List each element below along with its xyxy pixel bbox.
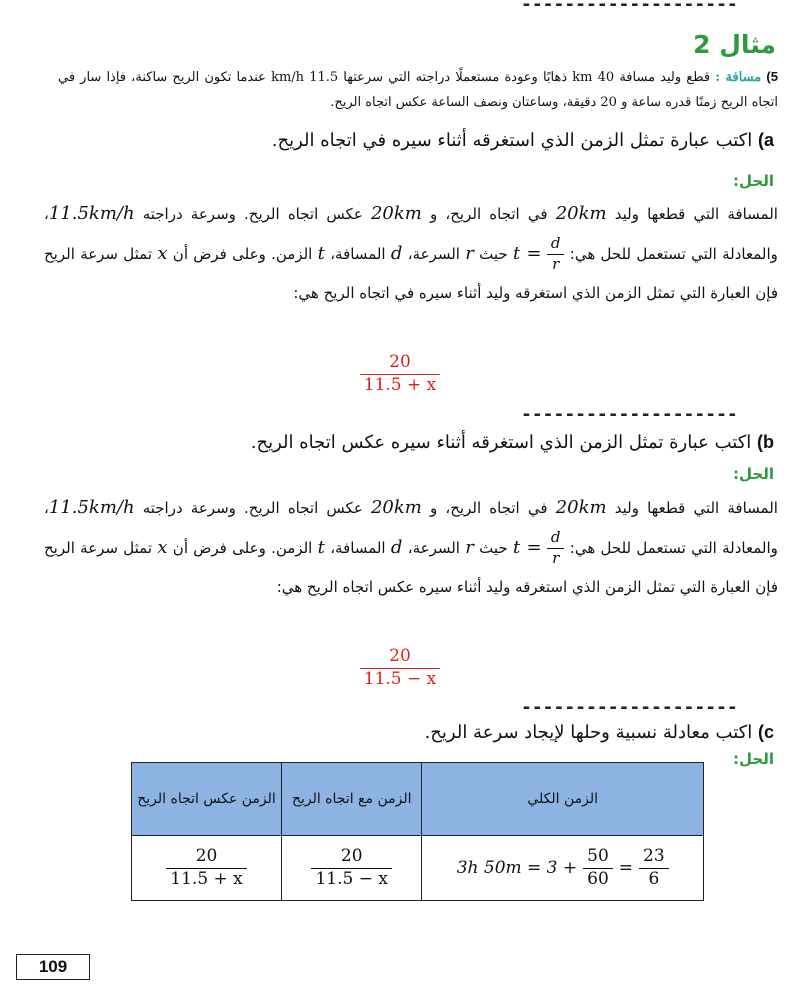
example-title: مثال 2 <box>693 30 776 59</box>
var-x: x <box>157 243 168 264</box>
total-fraction-2 <box>639 845 669 889</box>
header-with-wind: الزمن مع اتجاه الريح <box>282 763 422 836</box>
para-a-text-4: ، والمعادلة التي تستعمل للحل هي: <box>44 205 778 263</box>
var-t-b: t <box>317 537 325 558</box>
answer-a-fraction <box>360 354 441 395</box>
answer-b-den: 11.5 − x <box>363 668 437 689</box>
total-equals: = <box>618 858 634 878</box>
with-num: 20 <box>340 845 363 866</box>
answer-a-num: 20 <box>389 352 411 372</box>
var-t: t <box>317 243 325 264</box>
solution-label-c: الحل: <box>733 750 774 768</box>
total-f2-num: 23 <box>643 845 665 866</box>
against-den: 11.5 + x <box>170 868 243 889</box>
formula-a-den: r <box>552 255 560 273</box>
question-b-text: اكتب عبارة تمثل الزمن الذي استغرقه أثناء سيره عكس اتجاه الريح. <box>250 432 752 453</box>
para-a-text-5: حيث <box>479 245 508 263</box>
with-wind-fraction <box>311 845 392 889</box>
header-against-wind: الزمن عكس اتجاه الريح <box>132 763 282 836</box>
para-b-text-4: ، والمعادلة التي تستعمل للحل هي: <box>44 499 778 557</box>
table-row <box>132 836 704 901</box>
total-fraction-1 <box>583 845 613 889</box>
formula-b <box>513 528 564 567</box>
total-lhs: 3h 50m = 3 + <box>456 858 578 878</box>
para-b-text-1: المسافة التي قطعها وليد <box>614 499 778 517</box>
para-b-text-7: المسافة، <box>330 539 386 557</box>
answer-b-fraction <box>360 648 441 689</box>
answer-b-num: 20 <box>389 646 411 666</box>
cell-against-wind <box>132 836 282 901</box>
distance-with-wind-b: 20km <box>555 497 607 518</box>
var-r: r <box>465 243 474 264</box>
total-f2-den: 6 <box>648 868 660 889</box>
page-number: 109 <box>16 954 90 980</box>
para-a-text-8: الزمن. وعلى فرض أن <box>172 245 313 263</box>
var-d-b: d <box>390 537 403 558</box>
para-a-text-3: عكس اتجاه الريح. وسرعة دراجته <box>142 205 363 223</box>
against-wind-fraction <box>166 845 247 889</box>
table-header-row <box>132 763 704 836</box>
solution-label-b: الحل: <box>733 465 774 483</box>
separator-top: -------------------- <box>521 0 738 15</box>
formula-b-num: d <box>550 528 561 547</box>
formula-a-num: d <box>550 234 561 253</box>
para-b-text-2: في اتجاه الريح، و <box>430 499 548 517</box>
formula-b-den: r <box>552 549 560 567</box>
distance-against-wind-b: 20km <box>370 497 422 518</box>
formula-a-lhs: t = <box>513 243 542 264</box>
answer-a <box>0 354 800 395</box>
separator-b-c: -------------------- <box>521 697 738 718</box>
problem-text: قطع وليد مسافة 40 km ذهابًا وعودة مستعملًا دراجته التي سرعتها 11.5 km/h عندما تكون الريح ساكنة، فإذا سار في اتجاه الريح زمنًا قدره ساعة و 20 دقيقة، وساعتان ونصف الساعة عكس اتجاه الريح. <box>58 70 778 110</box>
question-c-text: اكتب معادلة نسبية وحلها لإيجاد سرعة الريح. <box>424 722 753 743</box>
bike-speed-b: 11.5km/h <box>48 497 135 518</box>
formula-a <box>513 234 564 273</box>
para-b-text-5: حيث <box>479 539 508 557</box>
question-c <box>425 722 774 743</box>
question-b <box>251 432 774 453</box>
separator-a-b: -------------------- <box>521 404 738 425</box>
formula-a-fraction <box>547 236 565 273</box>
solution-paragraph-a <box>44 194 778 313</box>
para-b-text-9: تمثل سرعة الريح فإن العبارة التي تمثل الزمن الذي استغرقه وليد أثناء سيره عكس اتجاه الريح هي: <box>44 539 778 596</box>
problem-statement <box>58 64 778 115</box>
question-c-letter: c) <box>757 722 774 742</box>
var-r-b: r <box>465 537 474 558</box>
distance-with-wind: 20km <box>555 203 607 224</box>
answer-b <box>0 648 800 689</box>
cell-total-time <box>422 836 704 901</box>
para-a-text-6: السرعة، <box>407 245 460 263</box>
para-b-text-6: السرعة، <box>407 539 460 557</box>
answer-a-den: 11.5 + x <box>363 374 437 395</box>
para-a-text-7: المسافة، <box>330 245 386 263</box>
var-d: d <box>390 243 403 264</box>
formula-b-lhs: t = <box>513 537 542 558</box>
para-a-text-9: تمثل سرعة الريح فإن العبارة التي تمثل الزمن الذي استغرقه وليد أثناء سيره في اتجاه الريح هي: <box>44 245 778 302</box>
cell-with-wind <box>282 836 422 901</box>
question-a-letter: a) <box>757 130 774 150</box>
para-b-text-3: عكس اتجاه الريح. وسرعة دراجته <box>142 499 363 517</box>
solution-label-a: الحل: <box>733 172 774 190</box>
header-total-time: الزمن الكلي <box>422 763 704 836</box>
bike-speed: 11.5km/h <box>48 203 135 224</box>
problem-label: مسافة : <box>715 70 762 85</box>
para-a-text-1: المسافة التي قطعها وليد <box>614 205 778 223</box>
question-a-text: اكتب عبارة تمثل الزمن الذي استغرقه أثناء سيره في اتجاه الريح. <box>271 130 753 151</box>
para-a-text-2: في اتجاه الريح، و <box>430 205 548 223</box>
solution-paragraph-b <box>44 488 778 607</box>
problem-number: 5) <box>766 69 778 84</box>
total-f1-den: 60 <box>587 868 609 889</box>
with-den: 11.5 − x <box>315 868 388 889</box>
formula-b-fraction <box>547 530 565 567</box>
distance-against-wind: 20km <box>370 203 422 224</box>
question-a <box>272 130 774 151</box>
var-x-b: x <box>157 537 168 558</box>
against-num: 20 <box>195 845 218 866</box>
question-b-letter: b) <box>757 432 774 452</box>
total-f1-num: 50 <box>587 845 609 866</box>
para-b-text-8: الزمن. وعلى فرض أن <box>172 539 313 557</box>
time-table <box>131 762 704 901</box>
